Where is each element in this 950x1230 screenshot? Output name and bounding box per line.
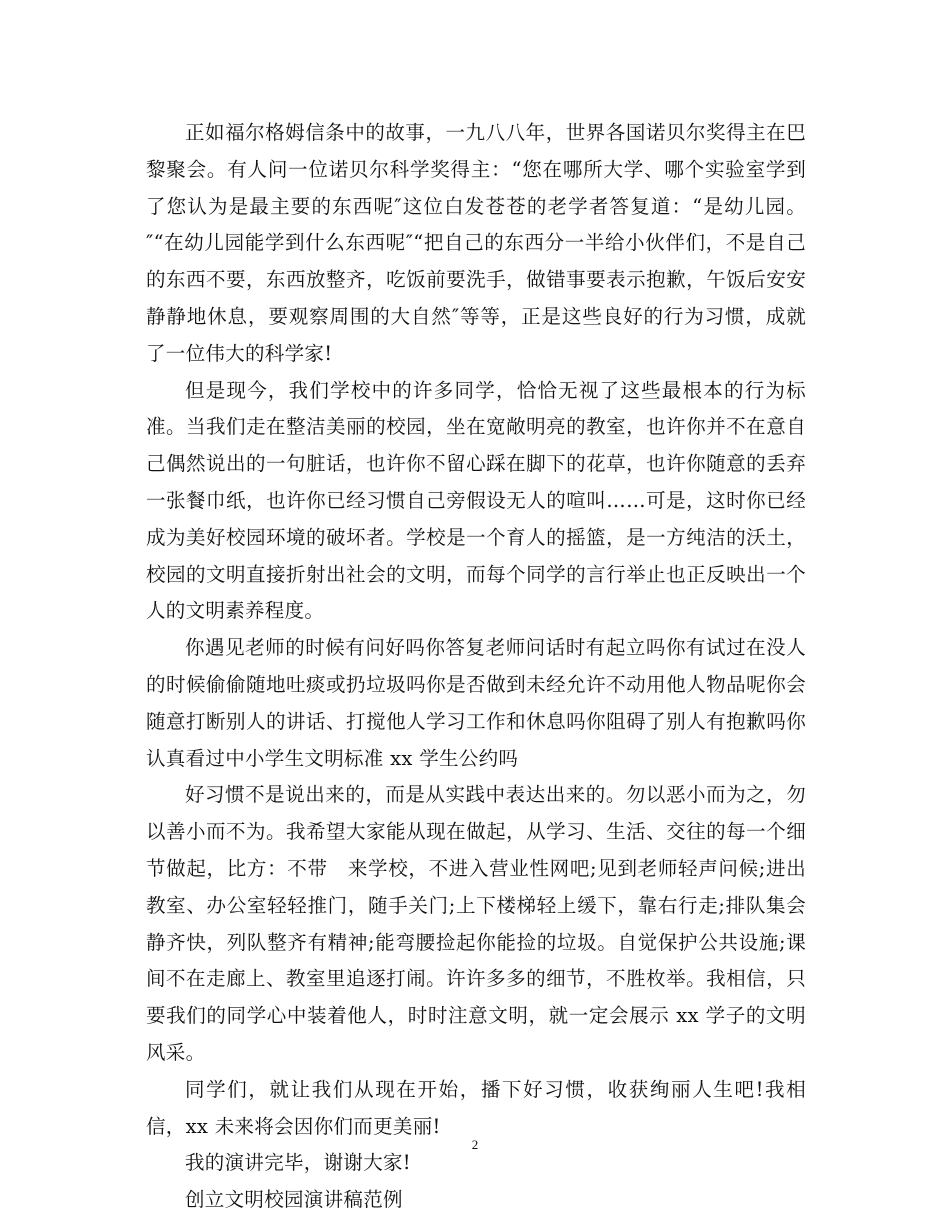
page-number: 2 bbox=[471, 1137, 479, 1152]
paragraph-nobel-story: 正如福尔格姆信条中的故事，一九八八年，世界各国诺贝尔奖得主在巴黎聚会。有人问一位诺贝尔科学奖得主：“您在哪所大学、哪个实验室学到了您认为是最主要的东西呢″这位白发苍苍的老学者答复道：“是幼儿园。″“在幼儿园能学到什么东西呢″“把自己的东西分一半给小伙伴们，不是自己的东西不要，东西放整齐，吃饭前要洗手，做错事要表示抱歉，午饭后安安静静地休息，要观察周围的大自然″等等，正是这些良好的行为习惯，成就了一位伟大的科学家! bbox=[146, 121, 806, 365]
paragraph-good-habits: 好习惯不是说出来的，而是从实践中表达出来的。勿以恶小而为之，勿以善小而不为。我希望大家能从现在做起，从学习、生活、交往的每一个细节做起，比方：不带 来学校，不进入营业性网吧;见到老师轻声问候;进出教室、办公室轻轻推门，随手关门;上下楼梯轻上缓下，靠右行走;排队集会静齐快，列队整齐有精神;能弯腰捡起你能捡的垃圾。自觉保护公共设施;课间不在走廊上、教室里追逐打闹。许许多多的细节，不胜枚举。我相信，只要我们的同学心中装着他人，时时注意文明，就一定会展示 xx 学子的文明风采。 bbox=[146, 783, 806, 1064]
document-body bbox=[146, 115, 806, 1219]
paragraph-call-to-action: 同学们，就让我们从现在开始，播下好习惯，收获绚丽人生吧!我相信，xx 未来将会因你们而更美丽! bbox=[146, 1077, 806, 1138]
paragraph-next-title: 创立文明校园演讲稿范例 bbox=[185, 1188, 403, 1212]
paragraph-closing: 我的演讲完毕，谢谢大家! bbox=[185, 1151, 411, 1175]
paragraph-current-situation: 但是现今，我们学校中的许多同学，恰恰无视了这些最根本的行为标准。当我们走在整洁美丽的校园，坐在宽敞明亮的教室，也许你并不在意自己偶然说出的一句脏话，也许你不留心踩在脚下的花草，也许你随意的丢弃一张餐巾纸，也许你已经习惯自己旁假设无人的喧叫……可是，这时你已经成为美好校园环境的破坏者。学校是一个育人的摇篮，是一方纯洁的沃土，校园的文明直接折射出社会的文明，而每个同学的言行举止也正反映出一个人的文明素养程度。 bbox=[146, 378, 806, 623]
paragraph-questions: 你遇见老师的时候有问好吗你答复老师问话时有起立吗你有试过在没人的时候偷偷随地吐痰或扔垃圾吗你是否做到未经允许不动用他人物品呢你会随意打断别人的讲话、打搅他人学习工作和休息吗你阻碍了别人有抱歉吗你认真看过中小学生文明标准 xx 学生公约吗 bbox=[146, 636, 806, 770]
